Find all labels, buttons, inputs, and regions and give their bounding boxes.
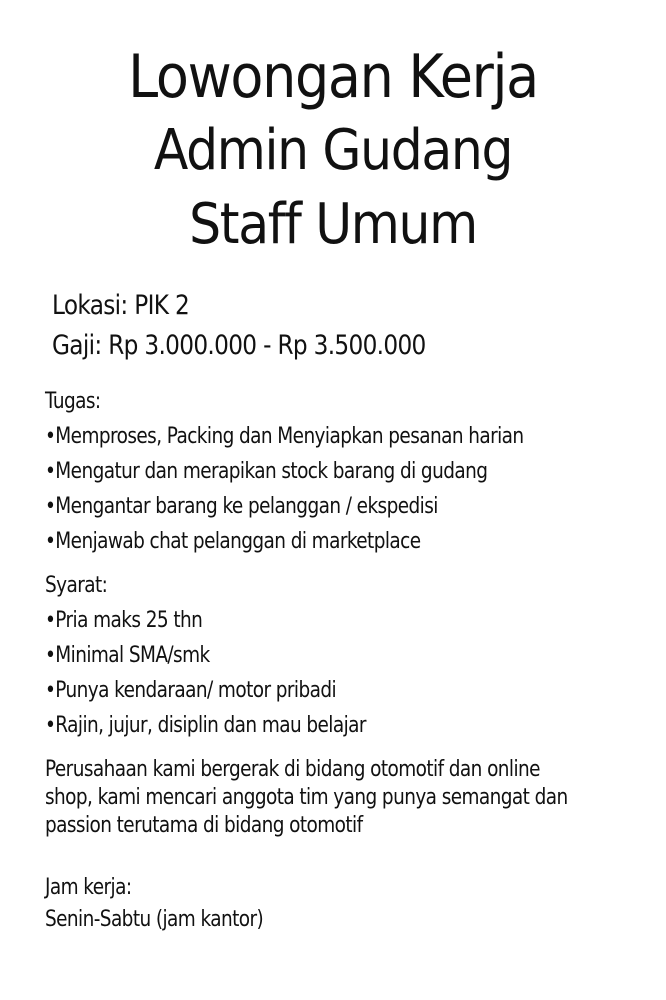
working-hours-heading: Jam kerja: (45, 875, 132, 900)
requirement-item: •Punya kendaraan/ motor pribadi (45, 678, 337, 703)
requirement-item: •Pria maks 25 thn (45, 608, 203, 633)
requirements-section (45, 568, 366, 743)
requirements-heading: Syarat: (45, 573, 108, 598)
poster-title (0, 40, 666, 262)
task-item: •Menjawab chat pelanggan di marketplace (45, 529, 421, 554)
salary-text: Gaji: Rp 3.000.000 - Rp 3.500.000 (52, 330, 426, 361)
company-description (45, 756, 568, 840)
description-line: shop, kami mencari anggota tim yang punya semangat dan (45, 785, 568, 810)
task-item: •Mengatur dan merapikan stock barang di gudang (45, 459, 488, 484)
job-info (52, 286, 426, 366)
tasks-section (45, 384, 524, 559)
title-line-1: Lowongan Kerja (128, 42, 538, 112)
tasks-heading: Tugas: (45, 389, 101, 414)
title-line-2: Admin Gudang (153, 118, 513, 183)
location-text: Lokasi: PIK 2 (52, 290, 190, 321)
title-line-3: Staff Umum (189, 192, 477, 257)
task-item: •Memproses, Packing dan Menyiapkan pesanan harian (45, 424, 524, 449)
description-line: passion terutama di bidang otomotif (45, 813, 363, 838)
task-item: •Mengantar barang ke pelanggan / ekspedisi (45, 494, 438, 519)
working-hours-value: Senin-Sabtu (jam kantor) (45, 907, 264, 932)
requirement-item: •Minimal SMA/smk (45, 643, 210, 668)
working-hours-section (45, 872, 263, 936)
requirement-item: •Rajin, jujur, disiplin dan mau belajar (45, 713, 366, 738)
description-line: Perusahaan kami bergerak di bidang otomotif dan online (45, 757, 540, 782)
